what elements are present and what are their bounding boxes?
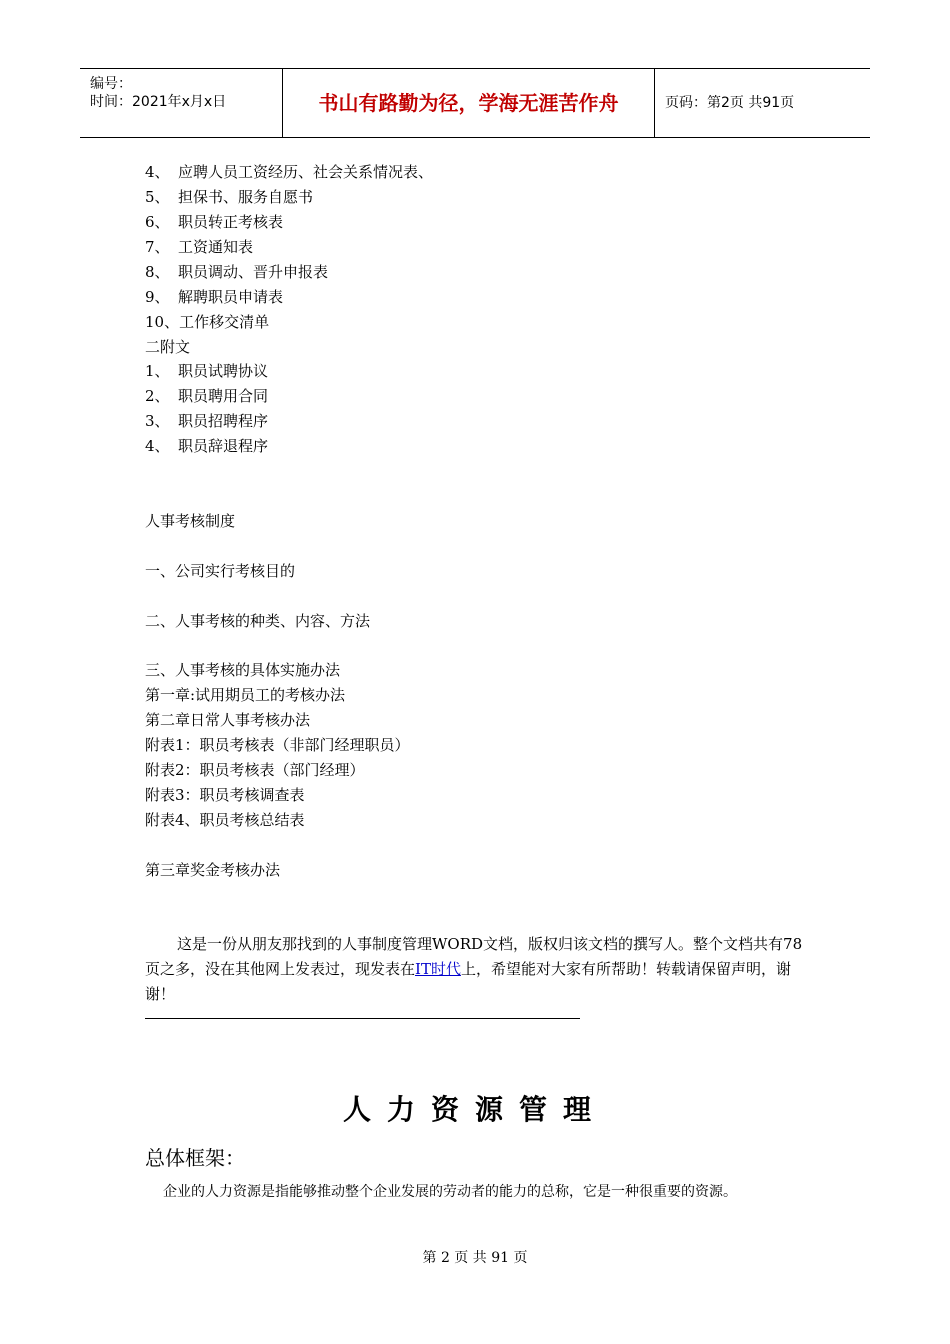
hr-body: 企业的人力资源是指能够推动整个企业发展的劳动者的能力的总称，它是一种很重要的资源。 xyxy=(163,1184,737,1200)
list-item-number: 5、 xyxy=(145,188,170,206)
assessment-table: 附表4、职员考核总结表 xyxy=(145,811,305,829)
list-item-number: 7、 xyxy=(145,238,170,256)
assessment-chapter: 第三章奖金考核办法 xyxy=(145,861,281,879)
assessment-chapter: 第二章日常人事考核办法 xyxy=(145,711,311,729)
assessment-table: 附表2：职员考核表（部门经理） xyxy=(145,761,365,779)
assessment-table: 附表1：职员考核表（非部门经理职员） xyxy=(145,736,410,754)
header-meta xyxy=(80,69,283,137)
it-era-link[interactable]: IT时代 xyxy=(415,960,461,978)
list-item xyxy=(145,287,283,307)
note-text: 这是一份从朋友那找到的人事制度管理WORD文档，版权归该文档的撰写人。整个文档共有78页之多，没在其他网上发表过，现发表在 xyxy=(145,935,803,978)
list-item-text: 职员调动、晋升申报表 xyxy=(178,263,329,281)
list-item-number: 8、 xyxy=(145,263,170,281)
copyright-note xyxy=(145,932,810,1007)
list-item xyxy=(145,237,253,257)
appendix-heading: 二附文 xyxy=(145,338,191,356)
list-item-text: 职员聘用合同 xyxy=(178,387,269,405)
list-item-text: 职员转正考核表 xyxy=(178,213,284,231)
list-item-text: 工作移交清单 xyxy=(179,313,270,331)
page-footer: 第 2 页 共 91 页 xyxy=(422,1250,528,1266)
list-item-number: 3、 xyxy=(145,412,170,430)
assessment-chapter: 第一章:试用期员工的考核办法 xyxy=(145,686,346,704)
hr-subtitle: 总体框架： xyxy=(145,1146,245,1170)
appendix-item xyxy=(145,386,268,406)
hr-title: 人力资源管理 xyxy=(342,1093,607,1126)
list-item xyxy=(145,187,313,207)
header-motto: 书山有路勤为径，学海无涯苦作舟 xyxy=(283,69,655,137)
list-item-text: 职员辞退程序 xyxy=(178,437,269,455)
list-item-text: 工资通知表 xyxy=(178,238,254,256)
list-item-number: 4、 xyxy=(145,437,170,455)
list-item-number: 10、 xyxy=(145,313,180,331)
divider xyxy=(145,1018,580,1019)
doc-number-label: 编号： xyxy=(90,76,132,92)
page-header xyxy=(80,68,870,138)
list-item xyxy=(145,262,328,282)
list-item-number: 1、 xyxy=(145,362,170,380)
assessment-title: 人事考核制度 xyxy=(145,512,236,530)
list-item-text: 担保书、服务自愿书 xyxy=(178,188,314,206)
doc-date-label: 时间：2021年x月x日 xyxy=(90,94,227,110)
list-item xyxy=(145,312,269,332)
list-item-number: 6、 xyxy=(145,213,170,231)
list-item-text: 职员招聘程序 xyxy=(178,412,269,430)
list-item-number: 2、 xyxy=(145,387,170,405)
assessment-table: 附表3：职员考核调查表 xyxy=(145,786,305,804)
assessment-section: 一、公司实行考核目的 xyxy=(145,562,296,580)
list-item xyxy=(145,212,283,232)
note-text: 上，希望能对大家有所帮助！转载请保留声明，谢谢！ xyxy=(145,960,791,1003)
appendix-item xyxy=(145,411,268,431)
list-item-number: 9、 xyxy=(145,288,170,306)
list-item-text: 解聘职员申请表 xyxy=(178,288,284,306)
list-item-text: 职员试聘协议 xyxy=(178,362,269,380)
appendix-item xyxy=(145,436,268,456)
assessment-section: 二、人事考核的种类、内容、方法 xyxy=(145,612,371,630)
list-item xyxy=(145,162,433,182)
list-item-text: 应聘人员工资经历、社会关系情况表、 xyxy=(178,163,434,181)
header-page-info: 页码：第2页 共91页 xyxy=(665,95,795,111)
list-item-number: 4、 xyxy=(145,163,170,181)
appendix-item xyxy=(145,361,268,381)
assessment-section: 三、人事考核的具体实施办法 xyxy=(145,661,341,679)
